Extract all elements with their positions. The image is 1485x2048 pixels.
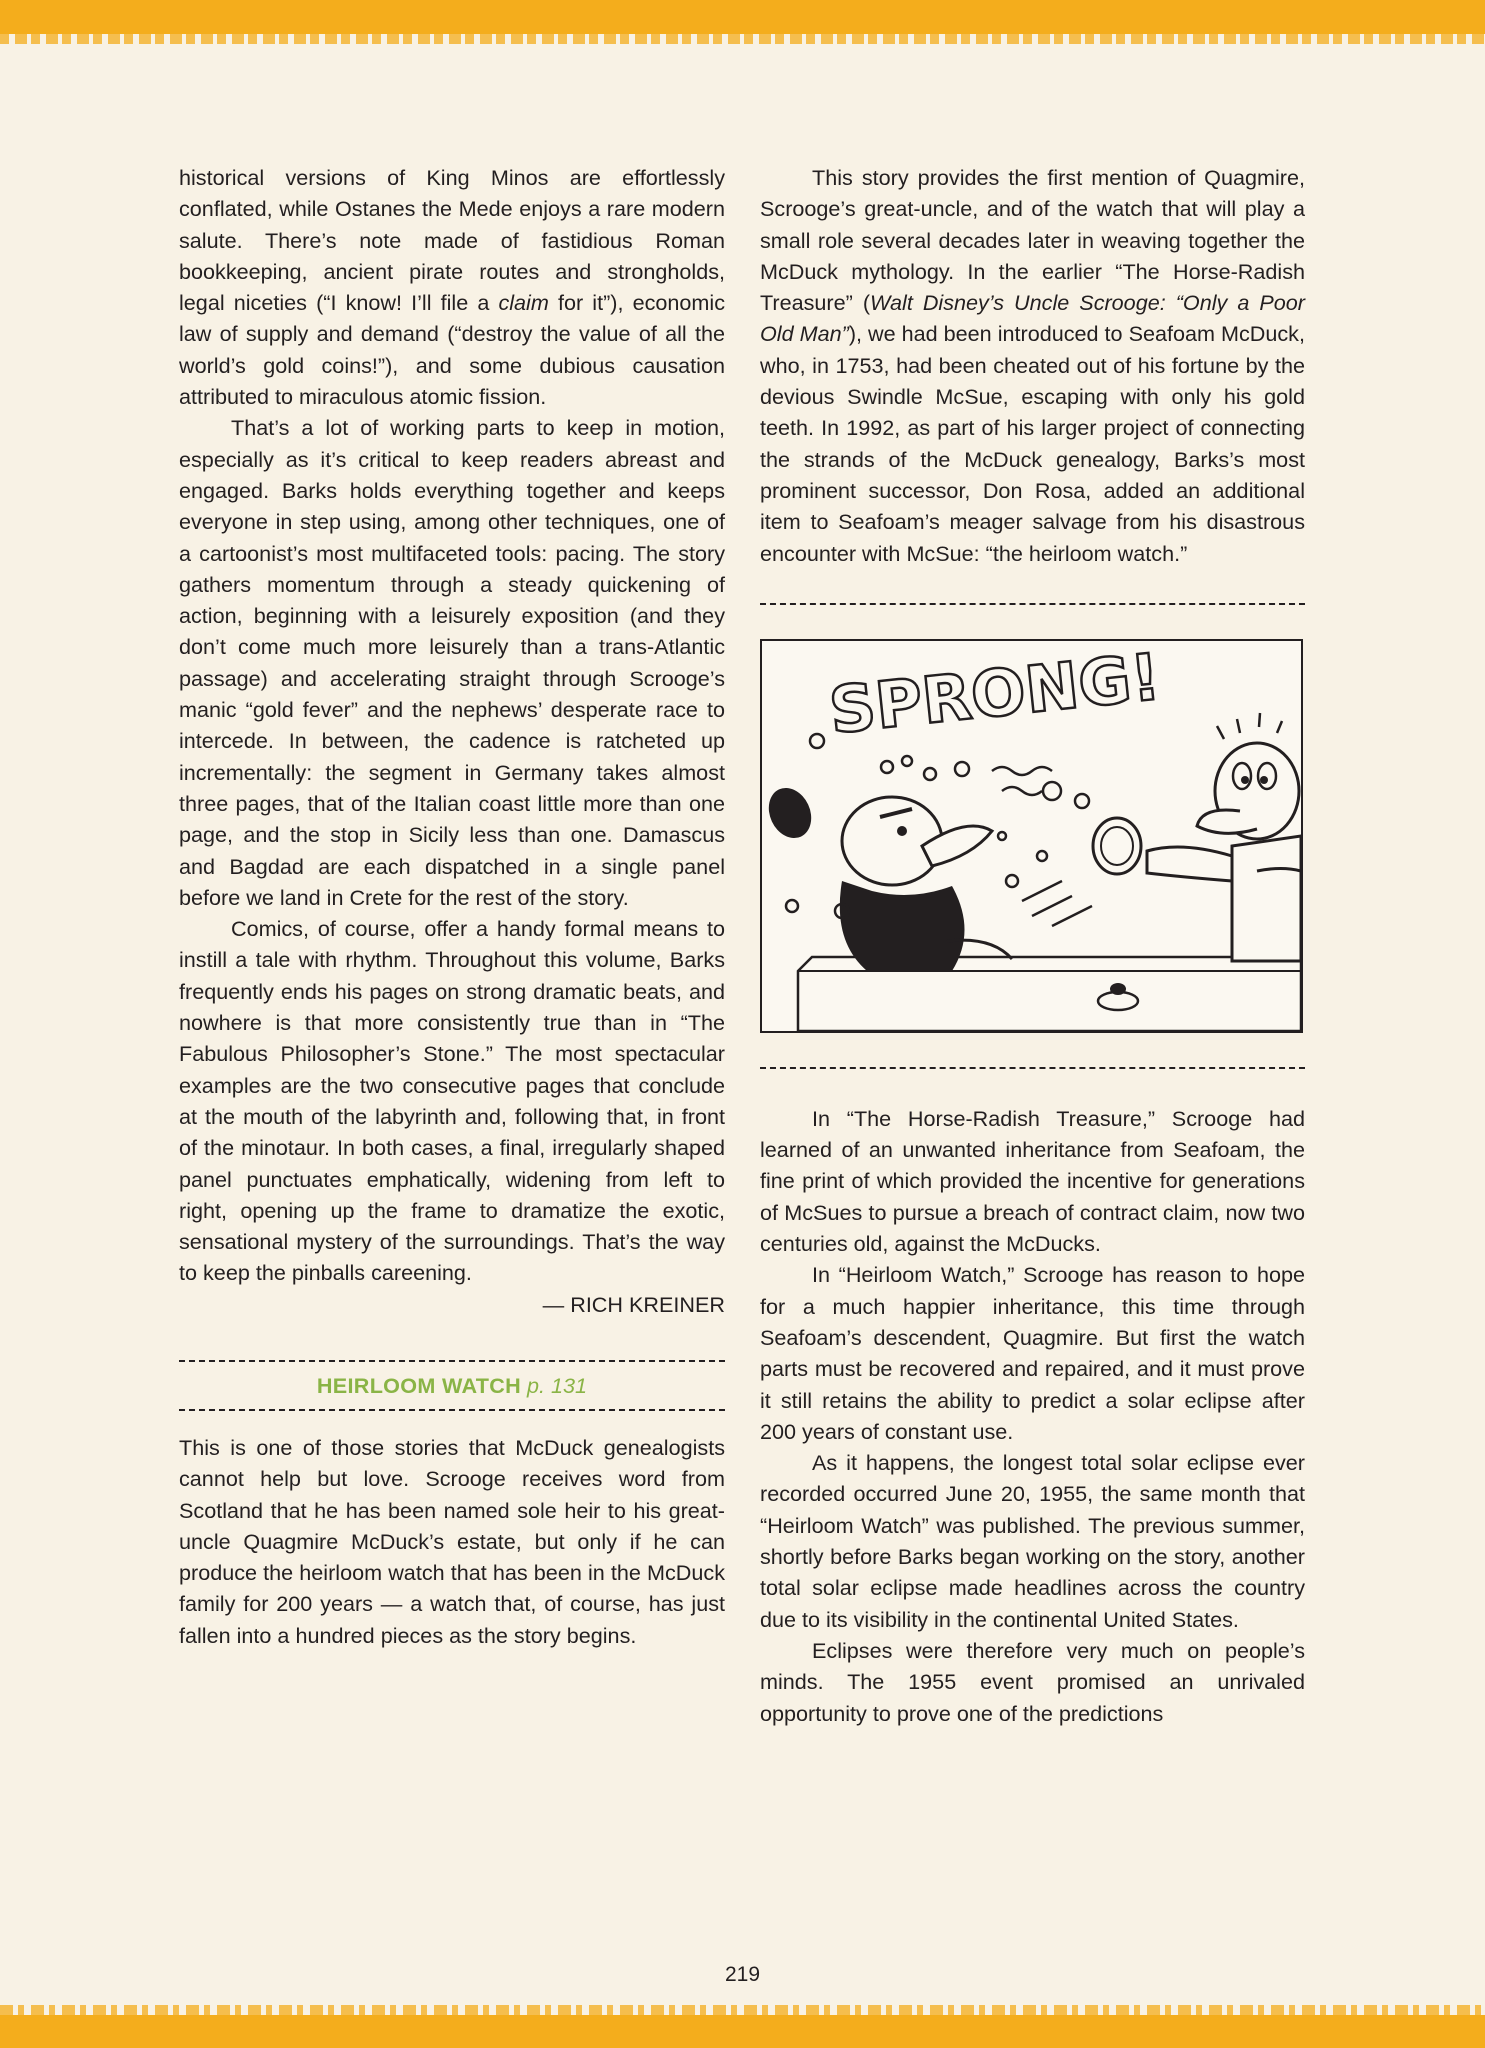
left-paragraph-4: This is one of those stories that McDuck genealogists cannot help but love. Scrooge receives word from Scotland that he has been named sole heir to his great-uncle Quagmire McDuck’s estate, but only if he can produce the heirloom watch that has been in the McDuck family for 200 years — a watch that, of course, has just fallen into a hundred pieces as the story begins.	[179, 1434, 725, 1648]
panel-divider-bottom	[760, 1067, 1305, 1069]
page-number: 219	[724, 1963, 761, 1986]
sound-effect-text: SPRONG!	[825, 640, 1164, 749]
right-paragraph-3: In “Heirloom Watch,” Scrooge has reason to hope for a much happier inheritance, this time through Seafoam’s descendent, Quagmire. But first the watch parts must be recovered and repaired, and it must prove it still retains the ability to predict a solar eclipse after 200 years of constant use.	[760, 1262, 1305, 1444]
author-byline: — RICH KREINER	[542, 1291, 725, 1317]
section-divider-bottom	[179, 1409, 725, 1411]
scrooge-head	[842, 797, 942, 885]
top-decorative-band	[0, 0, 1485, 34]
section-title: HEIRLOOM WATCH	[316, 1372, 522, 1398]
section-page-ref: p. 131	[527, 1372, 588, 1398]
right-paragraph-2: In “The Horse-Radish Treasure,” Scrooge had learned of an unwanted inheritance from Seafoam, the fine print of which provided the incentive for generations of McSues to pursue a breach of contract claim, now two centuries old, against the McDucks.	[760, 1105, 1305, 1257]
left-column	[179, 162, 725, 1651]
bottom-decorative-band	[0, 2015, 1485, 2048]
scrooge-hat	[762, 781, 819, 845]
section-divider-top	[179, 1360, 725, 1362]
left-paragraph-1: historical versions of King Minos are effortlessly conflated, while Ostanes the Mede enjoys a rare modern salute. There’s note made of fastidious Roman bookkeeping, ancient pirate routes and strongholds, legal niceties (“I know! I’ll file a claim for it”), economic law of supply and demand (“destroy the value of all the world’s gold coins!”), and some dubious causation attributed to miraculous atomic fission.	[179, 165, 725, 410]
panel-divider-top	[760, 603, 1305, 605]
nephew-arm	[1147, 847, 1232, 881]
left-paragraph-2: That’s a lot of working parts to keep in motion, especially as it’s critical to keep readers abreast and engaged. Barks holds everything together and keeps everyone in step using, among other techniques, one of a cartoonist’s most multifaceted tools: pacing. The story gathers momentum through a steady quickening of action, beginning with a leisurely exposition (and they don’t come much more leisurely than a trans-Atlantic passage) and accelerating straight through Scrooge’s manic “gold fever” and the nephews’ desperate race to intercede. In between, the cadence is ratcheted up incrementally: the segment in Germany takes almost three pages, that of the Italian coast little more than one page, and the stop in Sicily less than one. Damascus and Bagdad are each dispatched in a single panel before we land in Crete for the rest of the story.	[179, 415, 725, 910]
right-paragraph-1: This story provides the first mention of Quagmire, Scrooge’s great-uncle, and of the watch that will play a small role several decades later in weaving together the McDuck mythology. In the earlier “The Horse-Radish Treasure” (Walt Disney’s Uncle Scrooge: “Only a Poor Old Man”), we had been introduced to Seafoam McDuck, who, in 1753, had been cheated out of his fortune by the devious Swindle McSue, escaping with only his gold teeth. In 1992, as part of his larger project of connecting the strands of the McDuck genealogy, Barks’s most prominent successor, Don Rosa, added an additional item to Seafoam’s meager salvage from his disastrous encounter with McSue: “the heirloom watch.”	[760, 165, 1305, 566]
section-heading	[179, 1370, 725, 1401]
comic-panel-illustration	[762, 641, 1301, 1031]
comic-panel	[760, 639, 1303, 1033]
claim-italic: claim	[498, 290, 549, 316]
surprise-marks	[1217, 713, 1282, 739]
right-column	[760, 162, 1305, 1729]
scrooge-coat	[840, 881, 965, 971]
right-paragraph-4: As it happens, the longest total solar eclipse ever recorded occurred June 20, 1955, the same month that “Heirloom Watch” was published. The previous summer, shortly before Barks began working on the story, another total solar eclipse made headlines across the country due to its visibility in the continental United States.	[760, 1450, 1305, 1632]
book-title-italic: Walt Disney’s Uncle Scrooge: “Only a Poor Old Man”	[760, 290, 1305, 347]
right-paragraph-5: Eclipses were therefore very much on people’s minds. The 1955 event promised an unrivaled opportunity to prove one of the predictions	[760, 1637, 1305, 1726]
left-paragraph-3: Comics, of course, offer a handy formal means to instill a tale with rhythm. Throughout this volume, Barks frequently ends his pages on strong dramatic beats, and nowhere is that more consistently true than in “The Fabulous Philosopher’s Stone.” The most spectacular examples are the two consecutive pages that conclude at the mouth of the labyrinth and, following that, in front of the minotaur. In both cases, a final, irregularly shaped panel punctuates emphatically, widening from left to right, opening up the frame to dramatize the exotic, sensational mystery of the surroundings. That’s the way to keep the pinballs careening.	[179, 916, 725, 1286]
